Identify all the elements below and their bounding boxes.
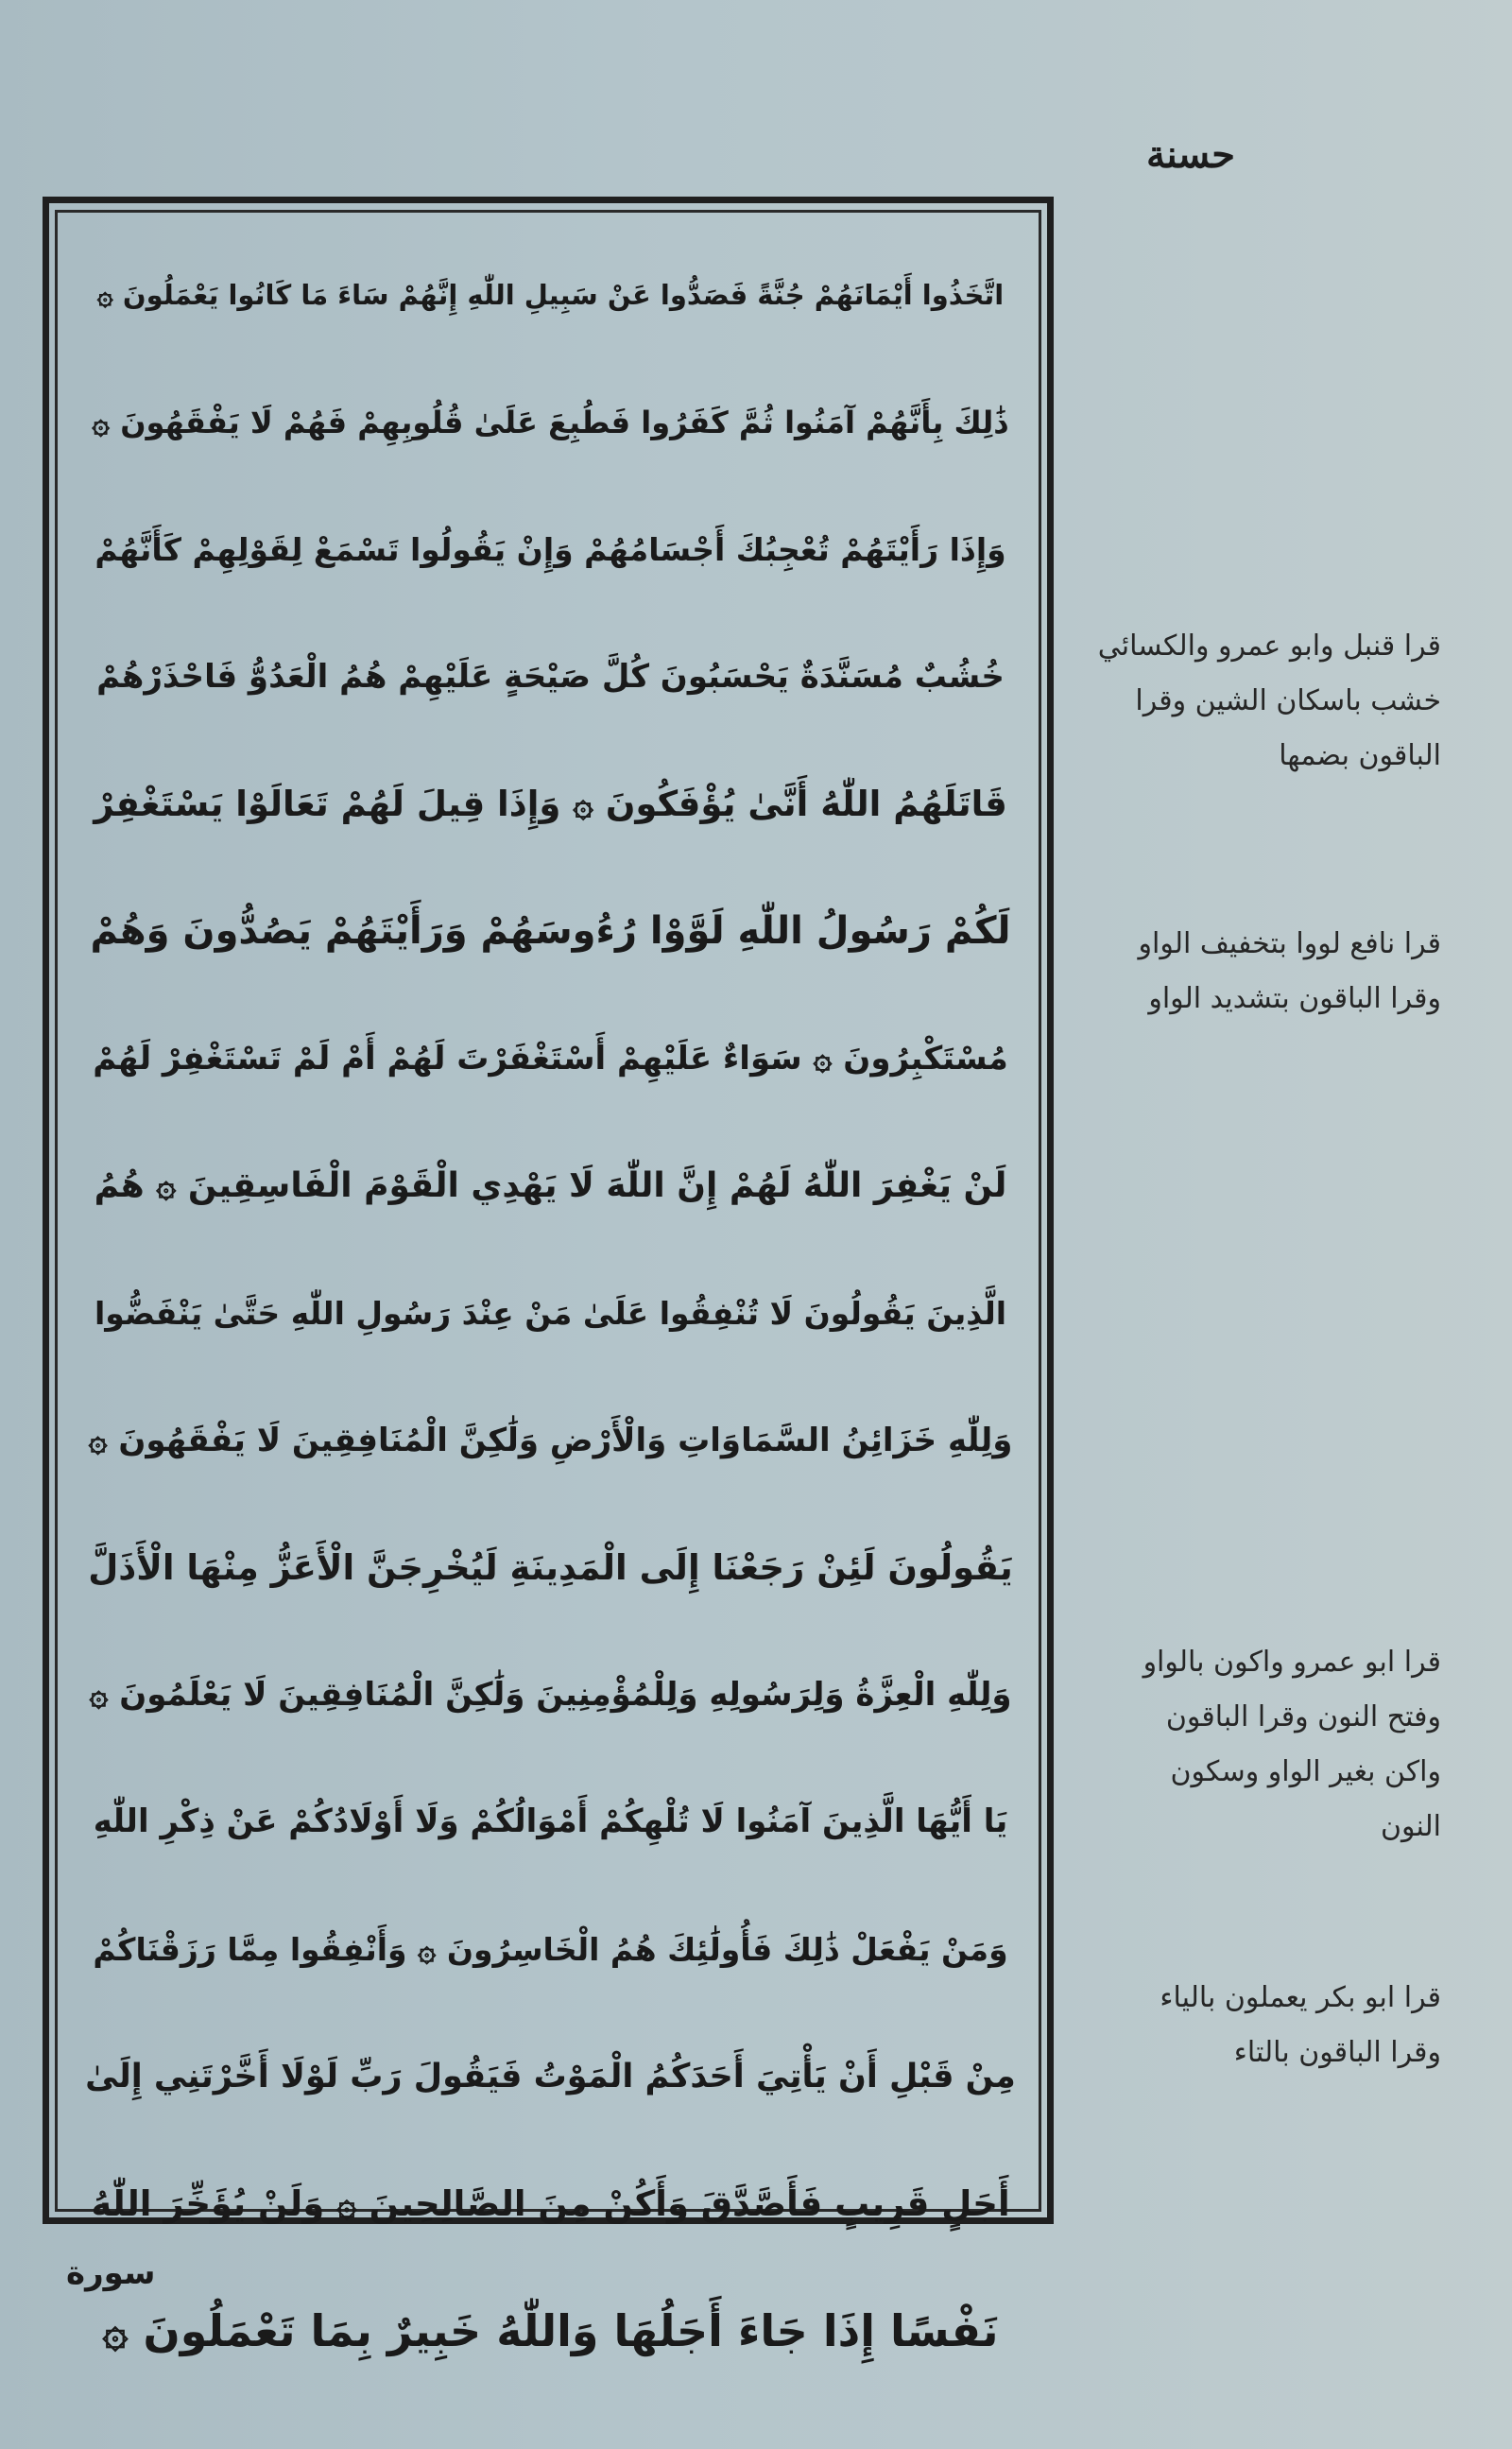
text-line: مُسْتَكْبِرُونَ ۞ سَوَاءٌ عَلَيْهِمْ أَسْتَغْفَرْتَ لَهُمْ أَمْ لَمْ تَسْتَغْفِرْ لَهُمْ (93, 1040, 1008, 1078)
margin-note-line: قرا ابو عمرو واكون بالواو (1143, 1646, 1441, 1679)
margin-note (1073, 917, 1441, 1026)
margin-note-line: واكن بغير الواو وسكون (1170, 1755, 1441, 1788)
text-line: وَإِذَا رَأَيْتَهُمْ تُعْجِبُكَ أَجْسَامُهُمْ وَإِنْ يَقُولُوا تَسْمَعْ لِقَوْلِهِمْ كَأَنَّهُمْ (94, 530, 1006, 568)
margin-note (1073, 619, 1441, 784)
margin-note-line: النون (1380, 1810, 1441, 1843)
margin-note-line: وقرا الباقون بتشديد الواو (1148, 982, 1441, 1015)
text-line: اتَّخَذُوا أَيْمَانَهُمْ جُنَّةً فَصَدُّوا عَنْ سَبِيلِ اللّٰهِ إِنَّهُمْ سَاءَ مَا كَانُوا يَعْمَلُونَ ۞ (96, 279, 1005, 312)
margin-note-line: وقرا الباقون بالتاء (1233, 2036, 1441, 2069)
text-line: نَفْسًا إِذَا جَاءَ أَجَلُهَا وَاللّٰهُ خَبِيرٌ بِمَا تَعْمَلُونَ ۞ (102, 2304, 999, 2356)
text-line: وَلِلّٰهِ الْعِزَّةُ وَلِرَسُولِهِ وَلِلْمُؤْمِنِينَ وَلَٰكِنَّ الْمُنَافِقِينَ لَا يَعْلَمُونَ ۞ (89, 1676, 1012, 1715)
text-line: لَنْ يَغْفِرَ اللّٰهُ لَهُمْ إِنَّ اللّٰهَ لَا يَهْدِي الْقَوْمَ الْفَاسِقِينَ ۞ هُمُ (94, 1165, 1007, 1205)
text-line: مِنْ قَبْلِ أَنْ يَأْتِيَ أَحَدَكُمُ الْمَوْتُ فَيَقُولَ رَبِّ لَوْلَا أَخَّرْتَنِي إِلَىٰ (85, 2057, 1016, 2095)
running-header-word: حسنة (1146, 132, 1235, 177)
text-line: وَلِلّٰهِ خَزَائِنُ السَّمَاوَاتِ وَالْأَرْضِ وَلَٰكِنَّ الْمُنَافِقِينَ لَا يَفْقَهُونَ ۞ (88, 1422, 1013, 1460)
catchword: سورة (66, 2254, 156, 2292)
margin-note-line: الباقون بضمها (1279, 739, 1441, 772)
margin-note (1073, 1971, 1441, 2080)
text-line: الَّذِينَ يَقُولُونَ لَا تُنْفِقُوا عَلَىٰ مَنْ عِنْدَ رَسُولِ اللّٰهِ حَتَّىٰ يَنْفَضُّوا (94, 1294, 1007, 1332)
text-line: وَمَنْ يَفْعَلْ ذَٰلِكَ فَأُولَٰئِكَ هُمُ الْخَاسِرُونَ ۞ وَأَنْفِقُوا مِمَّا رَزَقْنَاكُمْ (93, 1930, 1008, 1968)
margin-note-line: وفتح النون وقرا الباقون (1165, 1700, 1441, 1733)
margin-note-line: قرا قنبل وابو عمرو والكسائي (1097, 629, 1441, 663)
text-line: قَاتَلَهُمُ اللّٰهُ أَنَّىٰ يُؤْفَكُونَ ۞ وَإِذَا قِيلَ لَهُمْ تَعَالَوْا يَسْتَغْفِرْ (94, 784, 1007, 825)
text-line: يَا أَيُّهَا الَّذِينَ آمَنُوا لَا تُلْهِكُمْ أَمْوَالُكُمْ وَلَا أَوْلَادُكُمْ عَنْ ذِكْرِ اللّٰهِ (93, 1802, 1008, 1841)
main-text-block (85, 232, 1016, 2394)
text-line: لَكُمْ رَسُولُ اللّٰهِ لَوَّوْا رُءُوسَهُمْ وَرَأَيْتَهُمْ يَصُدُّونَ وَهُمْ (90, 909, 1011, 954)
text-line: خُشُبٌ مُسَنَّدَةٌ يَحْسَبُونَ كُلَّ صَيْحَةٍ عَلَيْهِمْ هُمُ الْعَدُوُّ فَاحْذَرْهُمْ (96, 658, 1005, 697)
margin-note (1073, 1635, 1441, 1854)
margin-note-line: قرا نافع لووا بتخفيف الواو (1138, 927, 1441, 960)
margin-note-line: خشب باسكان الشين وقرا (1135, 684, 1441, 717)
text-line: ذَٰلِكَ بِأَنَّهُمْ آمَنُوا ثُمَّ كَفَرُوا فَطُبِعَ عَلَىٰ قُلُوبِهِمْ فَهُمْ لَا يَفْقَهُونَ ۞ (92, 404, 1009, 440)
text-line: أَجَلٍ قَرِيبٍ فَأَصَّدَّقَ وَأَكُنْ مِنَ الصَّالِحِينَ ۞ وَلَنْ يُؤَخِّرَ اللّٰهُ (91, 2182, 1010, 2224)
text-line: يَقُولُونَ لَئِنْ رَجَعْنَا إِلَى الْمَدِينَةِ لَيُخْرِجَنَّ الْأَعَزُّ مِنْهَا الْأَذَلَّ (88, 1546, 1013, 1588)
margin-note-line: قرا ابو بكر يعملون بالياء (1160, 1981, 1441, 2014)
